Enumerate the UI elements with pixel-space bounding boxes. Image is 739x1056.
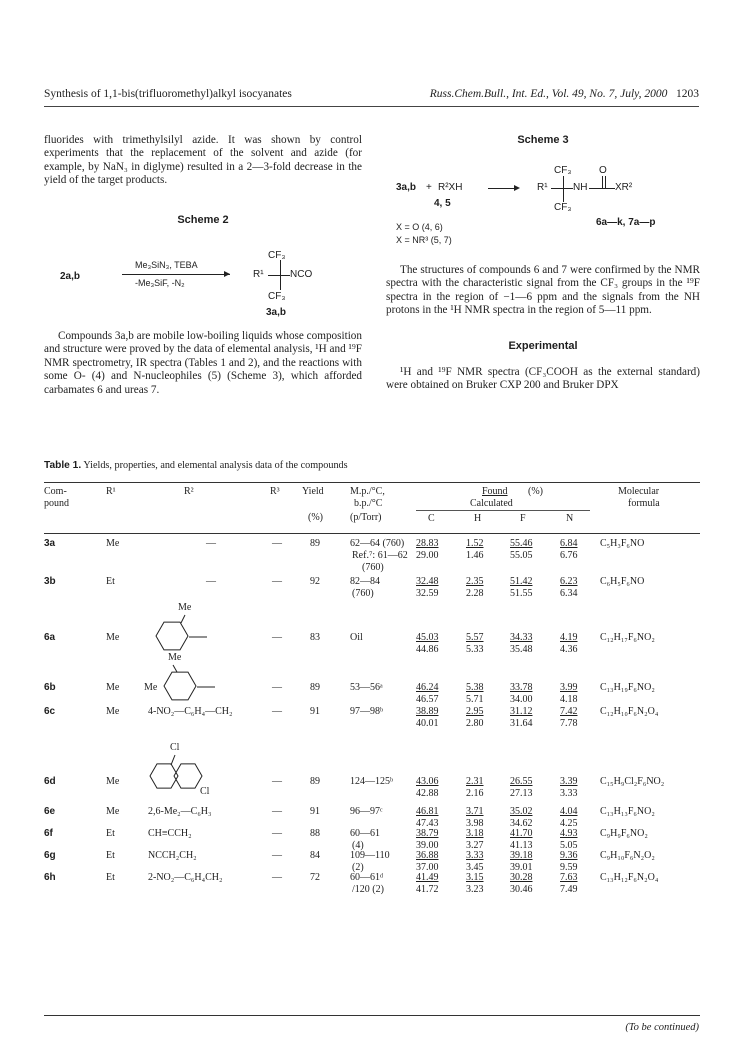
cell-r1: Et [106,850,115,861]
col-compound-2: pound [44,498,69,509]
table-row [44,850,700,872]
cell-found-f: 31.12 [510,706,533,717]
scheme2-reagents-top: Me₃SiN₃, TEBA [135,260,198,270]
bond [563,176,564,202]
bond [603,188,615,189]
cell-calc-h: 2.28 [466,588,484,599]
cell-calc-h: 3.98 [466,818,484,829]
cell-found-h: 2.95 [466,706,484,717]
cell-found-f: 39.18 [510,850,533,861]
left-paragraph-2: Compounds 3a,b are mobile low-boiling liquids whose composition and structure were proved by the data of elemental analysis, ¹H and ¹⁹F NMR spectrometry, IR spectra (Tables 1 and 2), and the reactions with some O- (4) and N-nucleophiles (5) (Scheme 3), which afforded carbamates 6 and ureas 7. [44,330,362,396]
cell-r1: Me [106,682,120,693]
col-calculated: Calculated [470,498,513,509]
header-journal [430,88,699,100]
scheme3-reactant: 3a,b [396,182,417,193]
cell-calc-c: 39.00 [416,840,439,851]
col-r3: R³ [270,486,280,497]
scheme2-reagents-bottom: -Me₃SiF, -N₂ [135,278,185,288]
cell-found-c: 36.88 [416,850,439,861]
col-n: N [566,513,574,524]
bond [589,188,603,189]
cell-found-h: 3.33 [466,850,484,861]
cell-r1: Me [106,776,120,787]
cell-found-h: 2.31 [466,776,484,787]
cell-compound: 6a [44,632,56,643]
table-row [44,806,700,828]
cell-calc-h: 1.46 [466,550,484,561]
col-c: C [428,513,435,524]
cell-mp: 53—56ᵃ [350,682,383,693]
cell-mp-2: /120 (2) [352,884,384,895]
cell-mp-2: (2) [352,862,364,873]
cell-formula: C₁₃H₁₂F₆N₂O₄ [600,872,659,883]
cell-calc-f: 30.46 [510,884,533,895]
cell-r3: — [272,776,282,787]
cell-compound: 6b [44,682,56,693]
scheme3-r1: R¹ [537,182,548,193]
cell-compound: 6d [44,776,56,787]
table-bottom-rule [44,1015,700,1016]
cell-found-c: 45.03 [416,632,439,643]
cell-found-n: 7.63 [560,872,578,883]
scheme2-nco: NCO [290,269,313,280]
cell-yield: 72 [310,872,320,883]
table-body [44,538,700,1008]
cell-found-f: 41.70 [510,828,533,839]
cell-mp: 60—61ᵈ [350,872,384,883]
cell-r3: — [272,828,282,839]
cell-compound: 6g [44,850,56,861]
scheme3-reagent: R²XH [438,182,463,193]
running-header [44,88,699,107]
cell-r3: — [272,806,282,817]
cell-calc-n: 4.25 [560,818,578,829]
bond [605,176,606,188]
bond [170,754,176,766]
cell-found-h: 5.57 [466,632,484,643]
experimental-heading: Experimental [508,340,578,352]
cell-r3: — [272,538,282,549]
scheme3-title: Scheme 3 [517,134,569,146]
cell-mp: Oil [350,632,363,643]
cell-mp-2: Ref.⁷: 61—62 [352,550,408,561]
substituent-label: Me [144,682,158,693]
col-h: H [474,513,482,524]
cell-found-n: 6.23 [560,576,578,587]
cell-found-c: 28.83 [416,538,439,549]
col-bp: b.p./°C [354,498,383,509]
table-row [44,706,700,746]
substituent-label: Cl [200,786,210,797]
cell-calc-c: 37.00 [416,862,439,873]
cell-r3: — [272,850,282,861]
cell-mp: 96—97ᶜ [350,806,383,817]
col-r2: R² [184,486,194,497]
scheme2-diagram [60,250,350,324]
cell-calc-h: 3.45 [466,862,484,873]
cell-r2: NCCH₂CH₂ [148,850,197,861]
scheme2-reactant: 2a,b [60,271,81,282]
scheme3-xr2: XR² [615,182,633,193]
cell-r3: — [272,682,282,693]
cell-yield: 83 [310,632,320,643]
cell-found-n: 4.93 [560,828,578,839]
cell-found-n: 4.04 [560,806,578,817]
analysis-rule [416,510,590,511]
cell-formula: C₁₃H₁₉F₆NO₂ [600,682,655,693]
cell-r1: Me [106,806,120,817]
cell-yield: 88 [310,828,320,839]
cell-found-c: 43.06 [416,776,439,787]
cell-r1: Me [106,632,120,643]
table-row [44,538,700,576]
table-row [44,742,700,806]
cell-mp: 62—64 (760) [350,538,405,549]
table-row [44,576,700,608]
cell-calc-n: 6.76 [560,550,578,561]
scheme3-diagram [396,156,700,252]
cell-calc-c: 32.59 [416,588,439,599]
cell-calc-c: 40.01 [416,718,439,729]
cell-calc-c: 47.43 [416,818,439,829]
cell-calc-h: 5.33 [466,644,484,655]
cell-calc-f: 35.48 [510,644,533,655]
cell-compound: 3b [44,576,56,587]
cell-found-n: 6.84 [560,538,578,549]
cell-r2: 2,6-Me₂—C₆H₃ [148,806,212,817]
bond [164,686,166,688]
cell-found-h: 2.35 [466,576,484,587]
cell-calc-n: 7.78 [560,718,578,729]
col-mp: M.p./°C, [350,486,385,497]
cell-calc-c: 42.88 [416,788,439,799]
scheme2-cf3-bottom: CF₃ [268,291,286,302]
scheme3-oxygen: O [599,165,607,176]
cell-mp: 124—125ᵇ [350,776,394,787]
reaction-arrow [488,188,516,189]
cell-calc-c: 44.86 [416,644,439,655]
scheme3-plus: + [426,182,432,193]
cell-calc-h: 3.27 [466,840,484,851]
header-title: Synthesis of 1,1-bis(trifluoromethyl)alkyl isocyanates [44,88,292,100]
cell-calc-n: 4.36 [560,644,578,655]
cell-found-c: 41.49 [416,872,439,883]
bond [602,176,603,188]
cell-found-c: 38.89 [416,706,439,717]
bond [563,188,573,189]
cell-found-c: 32.48 [416,576,439,587]
cell-calc-c: 41.72 [416,884,439,895]
cell-yield: 84 [310,850,320,861]
cell-found-n: 4.19 [560,632,578,643]
table-top-rule [44,482,700,483]
cell-found-n: 7.42 [560,706,578,717]
col-yield: Yield [302,486,324,497]
arrow-head [224,271,230,277]
substituent-label: Me [178,602,192,613]
cell-r3: — [272,706,282,717]
cell-found-c: 46.81 [416,806,439,817]
cell-formula: C₅H₃F₆NO [600,538,645,549]
cell-formula: C₆H₅F₆NO [600,576,645,587]
cell-r3: — [272,632,282,643]
cell-calc-h: 2.16 [466,788,484,799]
cell-r1: Me [106,538,120,549]
cell-yield: 89 [310,538,320,549]
scheme3-products: 6a—k, 7a—p [596,217,656,228]
cell-formula: C₁₅H₉Cl₂F₆NO₂ [600,776,665,787]
right-paragraph-1: The structures of compounds 6 and 7 were confirmed by the NMR spectra with the characteristic signal from the CF₃ groups in the ¹⁹F spectra in the region of −1—6 ppm and the signals from the NH protons in the ¹H NMR spectra in the region of 5—11 ppm. [386,264,700,317]
cell-formula: C₉H₁₀F₆N₂O₂ [600,850,655,861]
cell-found-h: 3.15 [466,872,484,883]
cell-calc-f: 27.13 [510,788,533,799]
cell-yield: 89 [310,776,320,787]
table-header-rule [44,533,700,534]
cell-yield: 92 [310,576,320,587]
cell-calc-n: 5.05 [560,840,578,851]
col-yield-unit: (%) [308,512,323,523]
cell-found-c: 38.79 [416,828,439,839]
scheme2-cf3-top: CF₃ [268,250,286,261]
cell-found-h: 1.52 [466,538,484,549]
bond [188,636,208,638]
scheme2-r1: R¹ [253,269,264,280]
cell-found-f: 55.46 [510,538,533,549]
cell-formula: C₉H₉F₆NO₂ [600,828,648,839]
cell-found-c: 46.24 [416,682,439,693]
bond [551,188,563,189]
cell-yield: 91 [310,806,320,817]
bond [280,275,290,276]
col-r1: R¹ [106,486,116,497]
left-paragraph-1: fluorides with trimethylsilyl azide. It was shown by control experiments that the replacement of the solvent and azide (for example, by NaN₃ in diglyme) resulted in a 2—3-fold decrease in the yield of the target products. [44,134,362,187]
scheme3-x-def1: X = O (4, 6) [396,222,443,232]
cell-formula: C₁₃H₁₃F₆NO₂ [600,806,655,817]
substituent-label: Cl [170,742,180,753]
cell-r1: Et [106,576,115,587]
cell-formula: C₁₂H₁₇F₆NO₂ [600,632,655,643]
table-row [44,652,700,706]
cell-calc-n: 4.18 [560,694,578,705]
cell-r1: Et [106,872,115,883]
table-header [44,486,700,532]
table-caption [44,460,348,471]
scheme3-x-def2: X = NR³ (5, 7) [396,235,452,245]
cell-mp-2: (4) [352,840,364,851]
cell-calc-c: 46.57 [416,694,439,705]
bond [180,614,186,624]
cell-calc-f: 34.00 [510,694,533,705]
cell-r2: — [206,576,216,587]
continued-note: (To be continued) [625,1022,699,1033]
scheme3-nh: NH [573,182,588,193]
scheme2-title: Scheme 2 [177,214,229,226]
col-f: F [520,513,526,524]
cell-mp-3: (760) [362,562,384,573]
table-row [44,872,700,898]
cell-found-f: 34.33 [510,632,533,643]
right-paragraph-2: ¹H and ¹⁹F NMR spectra (CF₃COOH as the external standard) were obtained on Bruker CXP 200 and Bruker DPX [386,366,700,392]
cell-r1: Et [106,828,115,839]
cell-formula: C₁₂H₁₀F₆N₂O₄ [600,706,659,717]
cell-calc-n: 3.33 [560,788,578,799]
arrow-head [514,185,520,191]
cell-mp-2: (760) [352,588,374,599]
cell-compound: 6h [44,872,56,883]
bond [172,664,178,673]
cell-mp: 109—110 [350,850,390,861]
cell-calc-h: 2.80 [466,718,484,729]
cyclohexyl-ring [162,668,198,704]
col-pressure: (p/Torr) [350,512,382,523]
cell-found-f: 51.42 [510,576,533,587]
cell-calc-h: 3.23 [466,884,484,895]
cell-compound: 6e [44,806,56,817]
cell-calc-c: 29.00 [416,550,439,561]
cell-calc-f: 31.64 [510,718,533,729]
reaction-arrow [122,274,230,275]
cell-r2: 2-NO₂—C₆H₄CH₂ [148,872,223,883]
cell-r2: — [206,538,216,549]
cell-compound: 6c [44,706,56,717]
cell-calc-f: 39.01 [510,862,533,873]
col-formula: Molecular [618,486,660,497]
cell-found-n: 3.39 [560,776,578,787]
scheme2-product: 3a,b [266,307,287,318]
cell-r1: Me [106,706,120,717]
cell-yield: 89 [310,682,320,693]
cell-found-n: 3.99 [560,682,578,693]
table-row [44,828,700,850]
cell-found-h: 3.18 [466,828,484,839]
table-caption-label: Table 1. [44,460,82,471]
bond [196,686,216,688]
journal-citation: Russ.Chem.Bull., Int. Ed., Vol. 49, No. 7, July, 2000 [429,88,668,100]
substituent-label: Me [168,652,182,663]
cell-compound: 3a [44,538,56,549]
cell-calc-n: 9.59 [560,862,578,873]
cell-found-f: 33.78 [510,682,533,693]
cell-found-h: 5.38 [466,682,484,693]
cell-mp: 82—84 [350,576,380,587]
cell-r3: — [272,872,282,883]
cell-yield: 91 [310,706,320,717]
cell-mp: 60—61 [350,828,380,839]
cell-found-f: 30.28 [510,872,533,883]
cell-calc-n: 7.49 [560,884,578,895]
cell-mp: 97—98ᵇ [350,706,384,717]
cell-r2: CH≡CCH₂ [148,828,192,839]
cell-found-n: 9.36 [560,850,578,861]
cell-calc-n: 6.34 [560,588,578,599]
cell-calc-f: 41.13 [510,840,533,851]
col-found: Found [482,486,508,497]
table-caption-text: Yields, properties, and elemental analysis data of the compounds [83,460,348,471]
cell-r3: — [272,576,282,587]
cell-r2: 4-NO₂—C₆H₄—CH₂ [148,706,233,717]
cell-found-f: 26.55 [510,776,533,787]
cell-found-h: 3.71 [466,806,484,817]
col-unit: (%) [528,486,543,497]
table-row [44,602,700,656]
cell-compound: 6f [44,828,53,839]
cell-calc-h: 5.71 [466,694,484,705]
page-number: 1203 [676,88,699,100]
cell-calc-f: 55.05 [510,550,533,561]
scheme3-cf3-bottom: CF₃ [554,202,572,213]
scheme3-cf3-top: CF₃ [554,165,572,176]
col-formula-2: formula [628,498,660,509]
cell-calc-f: 34.62 [510,818,533,829]
col-compound: Com- [44,486,67,497]
cell-found-f: 35.02 [510,806,533,817]
cell-calc-f: 51.55 [510,588,533,599]
scheme3-reagent-ids: 4, 5 [434,198,451,209]
